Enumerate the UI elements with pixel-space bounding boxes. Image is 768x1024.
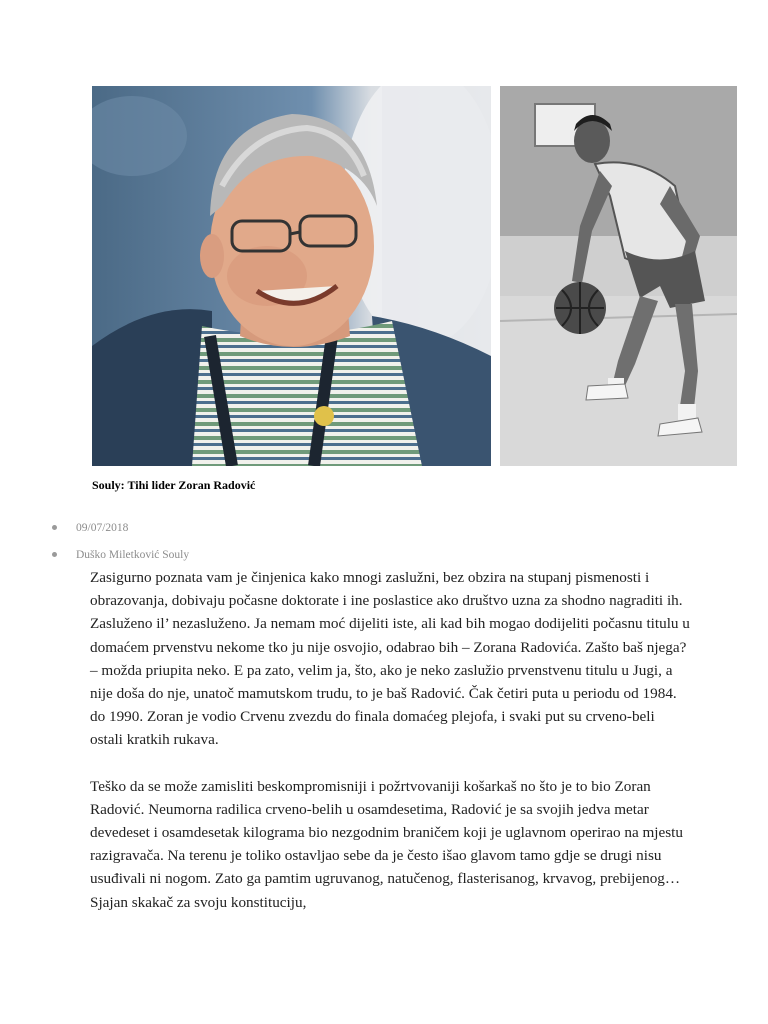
portrait-photo [92,86,491,466]
photo-caption: Souly: Tihi lider Zoran Radović [92,478,256,492]
article-paragraph: Zasigurno poznata vam je činjenica kako mnogi zaslužni, bez obzira na stupanj pismenosti i obrazovanja, dobivaju počasne doktorate i ine poslastice ako društvo uzna za shodno nagraditi ih. Zasluženo il’ nezasluženo. Ja nemam moć dijeliti iste, ali kad bih mogao dodijeliti počasnu titulu u domaćem prvenstvu nekome tko ju nije osvojio, odabrao bih – Zorana Radovića. Zašto baš njega? – možda priupita neko. E pa zato, velim ja, što, ako je neko zaslužio prvenstvenu titulu u Jugi, a nije doša do nje, unatoč mamutskom trudu, to je baš Radović. Čak četiri puta u periodu od 1984. do 1990. Zoran je vodio Crvenu zvezdu do finala domaćeg plejofa, i svaki put su crveno-beli ostali kratkih rukava. [90,569,690,749]
post-date [52,514,189,541]
article-body [90,566,690,914]
bullet-icon [52,552,57,557]
post-author-text[interactable]: Duško Miletković Souly [76,548,190,561]
portrait-photo-icon [92,86,491,466]
basketball-player-photo [500,86,737,466]
post-date-text: 09/07/2018 [76,521,129,534]
post-author[interactable] [52,541,189,568]
article-paragraph: Teško da se može zamisliti beskompromisniji i požrtvovaniji košarkaš no što je to bio Zoran Radović. Neumorna radilica crveno-belih u osamdesetima, Radović je sa svojih jedva metar devedeset i osamdesetak kilograma bio nezgodnim braničem koji je uglavnom operirao na mjestu razigravača. Na terenu je toliko ostavljao sebe da je često išao glavom tamo gdje se drugi nisu usuđivali ni nogom. Zato ga pamtim ugruvanog, natučenog, flasterisanog, krvavog, prebijenog… Sjajan skakač za svoju konstituciju, [90,777,683,911]
bullet-icon [52,525,57,530]
post-meta [52,514,189,568]
basketball-player-photo-icon [500,86,737,466]
